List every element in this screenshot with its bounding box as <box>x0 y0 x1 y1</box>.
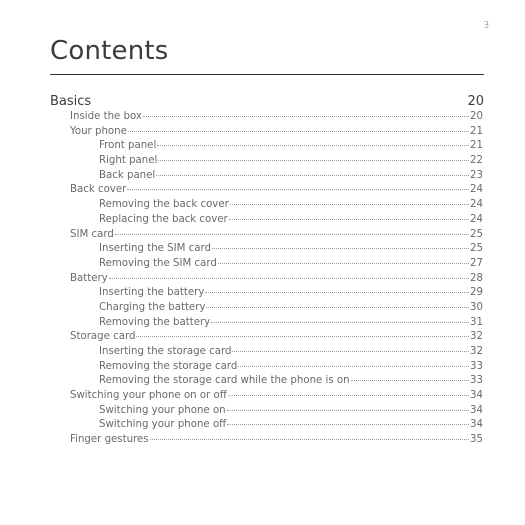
toc-entry[interactable] <box>50 287 483 302</box>
toc-entry[interactable] <box>50 229 483 244</box>
dot-leader <box>158 160 469 161</box>
toc-entry-label: Right panel <box>99 155 158 167</box>
toc-entry[interactable] <box>50 419 483 434</box>
toc-entry-label: Switching your phone on <box>99 404 226 416</box>
toc-entry-label: Your phone <box>70 125 127 137</box>
toc-entry-page-number: 29 <box>470 287 483 299</box>
toc-entry-label: Battery <box>70 272 108 284</box>
toc-entry[interactable] <box>50 346 483 361</box>
dot-leader <box>205 292 469 293</box>
dot-leader <box>232 351 469 352</box>
dot-leader <box>206 307 469 308</box>
toc-entry-page-number: 23 <box>470 169 483 181</box>
toc-entry-label: Removing the SIM card <box>99 257 217 269</box>
toc-entry-label: Removing the storage card while the phone is on <box>99 375 350 387</box>
toc-entry-page-number: 28 <box>470 272 483 284</box>
page-number: 3 <box>483 20 490 31</box>
toc-entry-page-number: 34 <box>470 419 483 431</box>
title-rule <box>50 74 484 75</box>
toc-entry[interactable] <box>50 126 483 141</box>
toc-section-basics[interactable] <box>50 94 484 112</box>
toc-entry-page-number: 25 <box>470 243 483 255</box>
toc-entry[interactable] <box>50 434 483 449</box>
toc-entry[interactable] <box>50 214 483 229</box>
toc-entry-page-number: 35 <box>470 434 483 446</box>
toc-entry-page-number: 32 <box>470 331 483 343</box>
toc-entry-label: Back panel <box>99 169 156 181</box>
dot-leader <box>211 322 469 323</box>
toc-entry-label: Removing the battery <box>99 316 211 328</box>
toc-entry-page-number: 30 <box>470 301 483 313</box>
toc-entry[interactable] <box>50 390 483 405</box>
toc-entry-page-number: 21 <box>470 125 483 137</box>
dot-leader <box>230 204 469 205</box>
dot-leader <box>212 248 469 249</box>
dot-leader <box>157 145 469 146</box>
dot-leader <box>115 234 469 235</box>
toc-entry-page-number: 20 <box>470 111 483 122</box>
dot-leader <box>127 189 469 190</box>
toc-entry-page-number: 22 <box>470 155 483 167</box>
toc-entry[interactable] <box>50 317 483 332</box>
dot-leader <box>128 131 469 132</box>
toc-entry-label: Inserting the battery <box>99 287 205 299</box>
toc-entry-label: SIM card <box>70 228 114 240</box>
toc-entry-label: Front panel <box>99 140 157 152</box>
toc-entry[interactable] <box>50 111 483 126</box>
toc-entry[interactable] <box>50 140 483 155</box>
dot-leader <box>156 175 469 176</box>
toc-entry-page-number: 21 <box>470 140 483 152</box>
toc-entry-label: Storage card <box>70 331 136 343</box>
toc-entry[interactable] <box>50 302 483 317</box>
toc-entry[interactable] <box>50 331 483 346</box>
page-title: Contents <box>50 36 169 66</box>
toc-entry-label: Inserting the SIM card <box>99 243 211 255</box>
toc-entry[interactable] <box>50 155 483 170</box>
toc-entry[interactable] <box>50 184 483 199</box>
toc-entry-label: Removing the storage card <box>99 360 238 372</box>
toc-entry[interactable] <box>50 170 483 185</box>
toc-entry-label: Switching your phone on or off <box>70 390 227 402</box>
toc-entry-page-number: 33 <box>470 360 483 372</box>
toc-entry-page-number: 32 <box>470 346 483 357</box>
dot-leader <box>351 380 469 381</box>
dot-leader <box>238 366 469 367</box>
toc-entry[interactable] <box>50 273 483 288</box>
section-page-number: 20 <box>467 94 484 109</box>
toc-entry-page-number: 24 <box>470 184 483 196</box>
toc-entry-page-number: 31 <box>470 316 483 328</box>
toc-entry-label: Inserting the storage card <box>99 346 232 357</box>
toc-entry-page-number: 25 <box>470 228 483 240</box>
toc-entry[interactable] <box>50 243 483 258</box>
toc-entry[interactable] <box>50 258 483 273</box>
dot-leader <box>218 263 469 264</box>
toc-entry-page-number: 34 <box>470 404 483 416</box>
section-label: Basics <box>50 94 92 109</box>
toc-entry[interactable] <box>50 361 483 376</box>
toc-entry[interactable] <box>50 405 483 420</box>
toc-entry-label: Back cover <box>70 184 127 196</box>
dot-leader <box>228 395 469 396</box>
dot-leader <box>150 439 469 440</box>
dot-leader <box>229 219 469 220</box>
toc-entry-label: Charging the battery <box>99 301 206 313</box>
dot-leader <box>143 116 469 117</box>
toc-entry-label: Inside the box <box>70 111 142 122</box>
toc-entry-page-number: 24 <box>470 213 483 225</box>
dot-leader <box>136 336 469 337</box>
dot-leader <box>109 278 469 279</box>
toc-entry-page-number: 33 <box>470 375 483 387</box>
toc-entry-label: Replacing the back cover <box>99 213 228 225</box>
toc-entry[interactable] <box>50 199 483 214</box>
toc-entry-label: Finger gestures <box>70 434 149 446</box>
table-of-contents <box>50 111 483 449</box>
toc-entry-page-number: 27 <box>470 257 483 269</box>
toc-entry[interactable] <box>50 375 483 390</box>
dot-leader <box>227 424 469 425</box>
toc-entry-page-number: 34 <box>470 390 483 402</box>
toc-entry-label: Switching your phone off <box>99 419 227 431</box>
toc-entry-label: Removing the back cover <box>99 199 229 211</box>
dot-leader <box>227 410 469 411</box>
toc-entry-page-number: 24 <box>470 199 483 211</box>
